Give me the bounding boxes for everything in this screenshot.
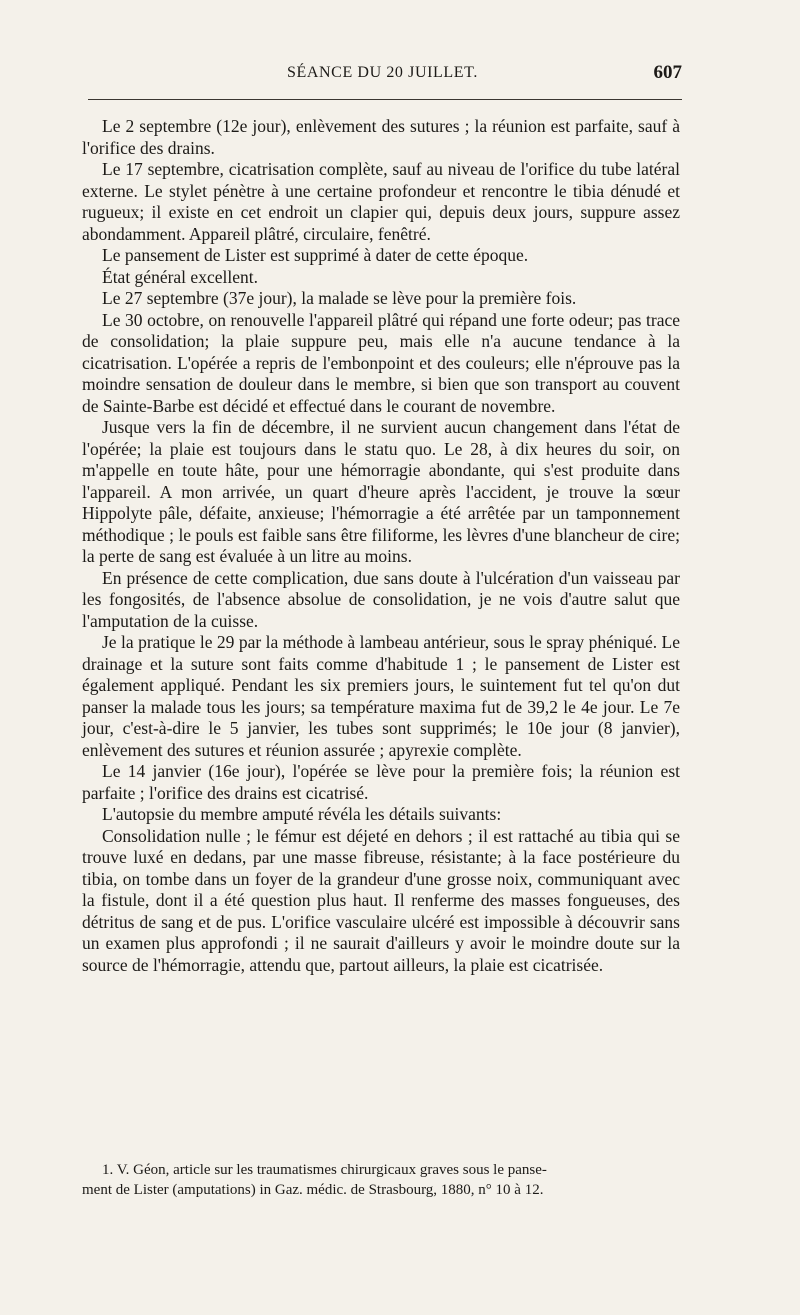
paragraph: Le 2 septembre (12e jour), enlèvement des sutures ; la réunion est parfaite, sauf à l'orifice des drains. — [82, 116, 680, 158]
paragraph: État général excellent. — [102, 266, 258, 287]
paragraph: Consolidation nulle ; le fémur est déjeté en dehors ; il est rattaché au tibia qui se trouve luxé en dedans, par une masse fibreuse, résistante; à la face postérieure du tibia, on tombe dans un foyer de la grandeur d'une grosse noix, communiquant avec la fistule, dont il a été question plus haut. Il renferme des masses fongueuses, des détritus de sang et de pus. L'orifice vasculaire ulcéré est impossible à découvrir sans un examen plus approfondi ; il ne saurait d'ailleurs y avoir le moindre doute sur la source de l'hémorragie, attendu que, partout ailleurs, la plaie est cicatrisée. — [82, 825, 680, 975]
page-header — [82, 62, 682, 88]
footnote — [82, 1160, 680, 1200]
paragraph: L'autopsie du membre amputé révéla les détails suivants: — [102, 804, 502, 824]
paragraph: Jusque vers la fin de décembre, il ne survient aucun changement dans l'état de l'opérée; la plaie est toujours dans le statu quo. Le 28, à dix heures du soir, on m'appelle en toute hâte, pour une hémorragie abondante, qui s'est produite dans l'appareil. A mon arrivée, un quart d'heure après l'accident, je trouve la sœur Hippolyte pâle, défaite, anxieuse; l'hémorragie a été arrêtée par un tamponnement méthodique ; le pouls est faible sans être filiforme, les lèvres d'une blancheur de cire; la perte de sang est évaluée à un litre au moins. — [82, 417, 680, 566]
body-text — [82, 116, 680, 976]
paragraph: Je la pratique le 29 par la méthode à lambeau antérieur, sous le spray phéniqué. Le drainage et la suture sont faits comme d'habitude 1 ; le pansement de Lister est également appliqué. Pendant les six premiers jours, le suintement fut tel qu'on dut panser la malade tous les jours; sa température maxima fut de 39,2 le 4e jour. Le 7e jour, c'est-à-dire le 5 janvier, les tubes sont supprimés; le 10e jour (8 janvier), enlèvement des sutures et réunion assurée ; apyrexie complète. — [82, 632, 680, 760]
paragraph: Le 14 janvier (16e jour), l'opérée se lève pour la première fois; la réunion est parfaite ; l'orifice des drains est cicatrisé. — [82, 761, 680, 803]
paragraph: Le 30 octobre, on renouvelle l'appareil plâtré qui répand une forte odeur; pas trace de consolidation; la plaie suppure peu, mais elle n'a aucune tendance à la cicatrisation. L'opérée a repris de l'embonpoint et des couleurs; elle n'éprouve pas la moindre sensation de douleur dans le membre, si bien que son transport au couvent de Sainte-Barbe est décidé et effectué dans le courant de novembre. — [82, 309, 680, 416]
paragraph: Le 17 septembre, cicatrisation complète, sauf au niveau de l'orifice du tube latéral externe. Le stylet pénètre à une certaine profondeur et rencontre le tibia dénudé et rugueux; il existe en cet endroit un clapier qui, depuis deux jours, suppure assez abondamment. Appareil plâtré, circulaire, fenêtré. — [82, 159, 680, 244]
footnote-line: ment de Lister (amputations) in Gaz. médic. de Strasbourg, 1880, n° 10 à 12. — [82, 1182, 544, 1198]
header-rule — [88, 99, 682, 100]
footnote-line: 1. V. Géon, article sur les traumatismes chirurgicaux graves sous le panse- — [102, 1162, 547, 1178]
running-title: SÉANCE DU 20 JUILLET. — [287, 64, 478, 81]
page-number: 607 — [653, 62, 682, 83]
paragraph: Le pansement de Lister est supprimé à dater de cette époque. — [102, 245, 529, 265]
paragraph: Le 27 septembre (37e jour), la malade se lève pour la première fois. — [102, 288, 577, 308]
paragraph: En présence de cette complication, due sans doute à l'ulcération d'un vaisseau par les fongosités, de l'absence absolue de consolidation, je ne vois d'autre salut que l'amputation de la cuisse. — [82, 567, 680, 631]
